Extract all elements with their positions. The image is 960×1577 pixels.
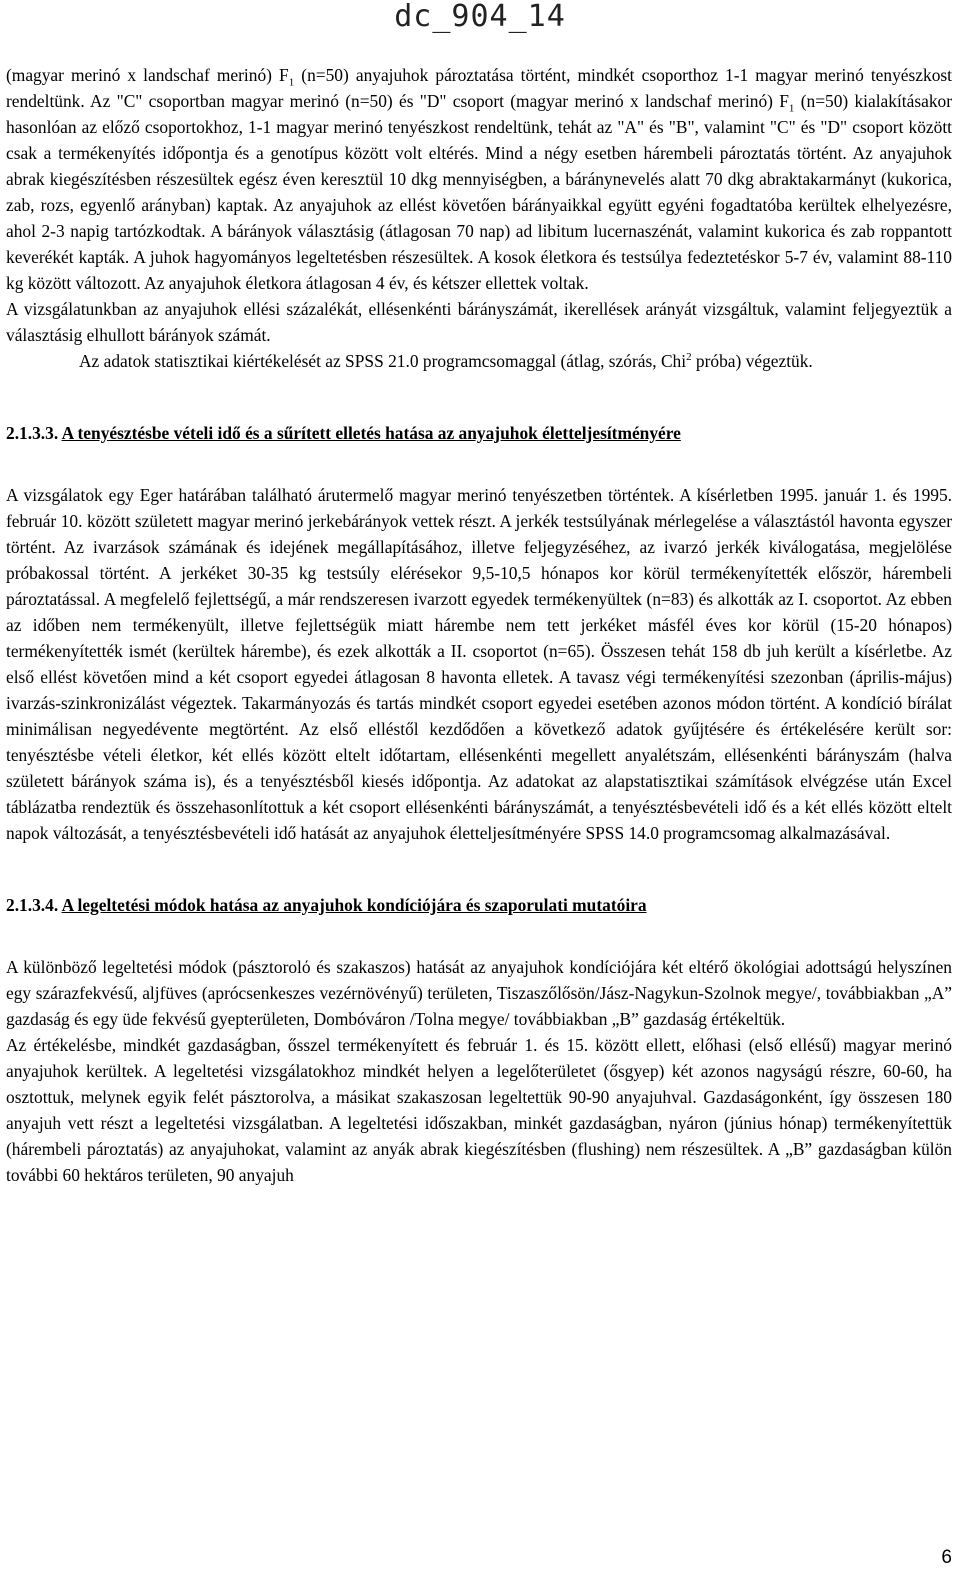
paragraph: A vizsgálatok egy Eger határában található árutermelő magyar merinó tenyészetben történtek. A kísérletben 1995. január 1. és 1995. február 10. között született magyar merinó jerkebárányok vettek részt. A jerkék testsúlyának mérlegelése a választástól havonta egyszer történt. Az ivarzások számának és idejének megállapításához, illetve feljegyzéséhez, az ivarzó jerkék kiválogatása, megjelölése próbakossal történt. A jerkéket 30-35 kg testsúly elérésekor 9,5-10,5 hónapos kor körül termékenyítették először, hárembeli pároztatással. A megfelelő fejlettségű, a már rendszeresen ivarzott egyedek termékenyültek (n=83) és alkották az I. csoportot. Az ebben az időben nem termékenyült, illetve fejlettségük miatt hárembe nem tett jerkéket másfél éves kor körül (15-20 hónapos) termékenyítették ismét (kerültek hárembe), és ezek alkották a II. csoportot (n=65). Összesen tehát 158 db juh került a kísérletbe. Az első ellést követően mind a két csoport egyedei átlagosan 8 havonta elletek. A tavasz végi termékenyítési szezonban (április-május) ivarzás-szinkronizálást végeztek. Takarmányozás és tartás mindkét csoport egyedei esetében azonos módon történt. A kondíció bírálat minimálisan negyedévente megtörtént. Az első elléstől kezdődően a következő adatok gyűjtésére és értékelésére került sor: tenyésztésbe vételi életkor, két ellés között eltelt időtartam, ellésenkénti megellett anyalétszám, ellésenkénti bárányszám (halva született bárányok száma is), és a tenyésztésből kiesés időpontja. Az adatokat az alapstatisztikai számítások elvégzése után Excel táblázatba rendeztük és összehasonlítottuk a két csoport ellésenkénti bárányszámát, a tenyésztésbevételi idő és a két ellés között eltelt napok változását, a tenyésztésbevételi idő hatását az anyajuhok életteljesítményére SPSS 14.0 programcsomag alkalmazásával. [6, 485, 952, 843]
paragraph: A vizsgálatunkban az anyajuhok ellési százalékát, ellésenkénti bárányszámát, ikerellések arányát vizsgáltuk, valamint feljegyeztük a választásig elhullott bárányok számát. [6, 299, 952, 345]
paragraph: Az adatok statisztikai kiértékelését az SPSS 21.0 programcsomaggal (átlag, szórás, Chi$^2$ próba) végeztük. [79, 351, 813, 371]
page-number: 6 [941, 1547, 952, 1568]
paragraph: Az értékelésbe, mindkét gazdaságban, ősszel termékenyített és február 1. és 15. között ellett, előhasi (első ellésű) magyar merinó anyajuhok kerültek. A legeltetési vizsgálatokhoz mindkét helyen a legelőterületet (ősgyep) két azonos nagyságú részre, 60-60, ha osztottuk, melynek egyik felét pásztorolva, a másikat szakaszosan legeltettük 90-90 anyajuhval. Gazdaságonként, így összesen 180 anyajuh vett részt a legeltetési vizsgálatban. A legeltetési időszakban, minkét gazdaságban, nyáron (június hónap) termékenyítettük (hárembeli pároztatás) az anyajuhokat, valamint az anyák abrak kiegészítésben (flushing) nem részesültek. A „B” gazdaságban külön további 60 hektáros területen, 90 anyajuh [6, 1035, 952, 1185]
section-number: 2.1.3.4. [6, 895, 59, 915]
paragraph: A különböző legeltetési módok (pásztorolό és szakaszos) hatását az anyajuhok kondíciójára két eltérő ökológiai adottságú helyszínen egy szárazfekvésű, aljfüves (aprócsenkeszes vezérnövényű) területen, Tiszaszőlősön/Jász-Nagykun-Szolnok megye/, továbbiakban „A” gazdaság és egy üde fekvésű gyepterületen, Dombóváron /Tolna megye/ továbbiakban „B” gazdaság értékeltük. [6, 957, 952, 1029]
section-number: 2.1.3.3. [6, 423, 59, 443]
document-body [6, 62, 952, 1188]
section-title: A tenyésztésbe vételi idő és a sűrített elletés hatása az anyajuhok életteljesítményére [61, 423, 681, 443]
section-heading [6, 892, 952, 918]
section-title: A legeltetési módok hatása az anyajuhok kondíciójára és szaporulati mutatóira [61, 895, 647, 915]
document-id-header: dc_904_14 [394, 0, 566, 34]
paragraph: (magyar merinó x landschaf merinó) $F_1$ (n=50) anyajuhok pároztatása történt, mindkét csoporthoz 1-1 magyar merinó tenyészkost rendeltünk. Az "C" csoportban magyar merinó (n=50) és "D" csoport (magyar merinó x landschaf merinó) $F_1$ (n=50) kialakításakor hasonlóan az előző csoportokhoz, 1-1 magyar merinó tenyészkost rendeltünk, tehát az "A" és "B", valamint "C" és "D" csoport között csak a termékenyítés időpontja és a genotípus között volt eltérés. Mind a négy esetben hárembeli pároztatás történt. Az anyajuhok abrak kiegészítésben részesültek egész éven keresztül 10 dkg mennyiségben, a báránynevelés alatt 70 dkg abraktakarmányt (kukorica, zab, rozs, egyenlő arányban) kaptak. Az anyajuhok az ellést követően bárányaikkal együtt egyéni fogadtatóba kerültek elhelyezésre, ahol 2-3 napig tartózkodtak. A bárányok választásig (átlagosan 70 nap) ad libitum lucernaszénát, valamint kukorica és zab roppantott keverékét kapták. A juhok hagyományos legeltetésben részesültek. A kosok életkora és testsúlya fedeztetéskor 5-7 év, valamint 88-110 kg között változott. Az anyajuhok életkora átlagosan 4 év, és kétszer ellettek voltak. [6, 65, 953, 293]
section-heading [6, 420, 952, 446]
